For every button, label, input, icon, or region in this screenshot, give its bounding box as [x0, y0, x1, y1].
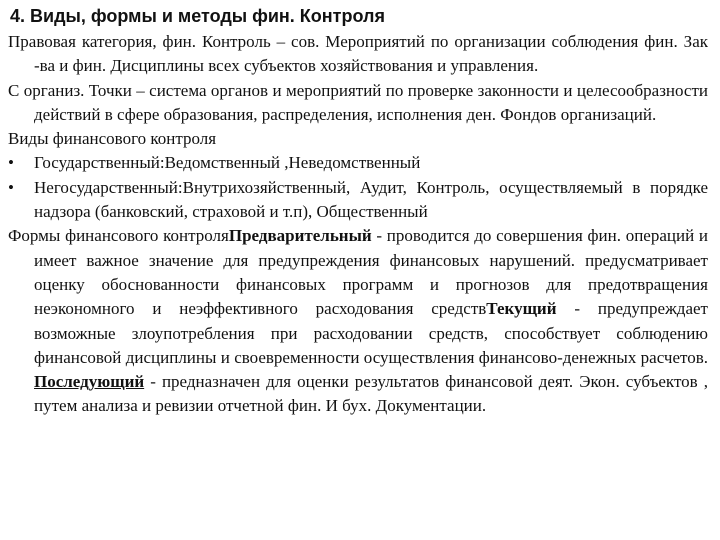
list-item-nonstate-control — [8, 176, 708, 225]
types-heading: Виды финансового контроля — [8, 129, 217, 149]
list-item-state-control — [8, 151, 708, 175]
paragraph-legal-category: Правовая категория, фин. Контроль – сов. Мероприятий по организации соблюдения фин. Зак -ва и фин. Дисциплины всех субъектов хозяйствования и управления. — [8, 32, 708, 76]
term-subsequent: Последующий — [34, 372, 145, 392]
bullet-icon: • — [8, 153, 14, 173]
preliminary-description: - проводится до совершения фин. операций и имеет важное значение для предупреждения финансовых нарушений. предусматривает оценку обоснованности финансовых программ и прогнозов для предотвращения неэкономного и неэффективного расходования средств — [34, 226, 708, 319]
paragraph-forms — [8, 224, 708, 418]
term-preliminary: Предварительный — [228, 226, 372, 246]
subsequent-description: - предназначен для оценки результатов финансовой деят. Экон. субъектов , путем анализа и ревизии отчетной фин. И бух. Документации. — [34, 372, 708, 416]
slide-body — [8, 30, 708, 419]
slide-title: 4. Виды, формы и методы фин. Контроля — [10, 6, 385, 26]
list-item-text: Негосударственный:Внутрихозяйственный, Аудит, Контроль, осуществляемый в порядке надзора (банковский, страховой и т.п), Общественный — [34, 177, 708, 222]
term-current: Текущий — [486, 299, 557, 319]
list-item-text: Государственный:Ведомственный ,Неведомственный — [34, 153, 421, 173]
forms-heading: Формы финансового контроля — [8, 226, 229, 246]
current-description: - предупреждает возможные злоупотребления при расходовании средств, способствует соблюдению финансовой дисциплины и своевременности осуществления финансово-денежных расчетов. — [34, 299, 708, 367]
paragraph-organizational: С организ. Точки – система органов и мероприятий по проверке законности и целесообразности действий в сфере образования, распределения, исполнения ден. Фондов организаций. — [8, 80, 708, 124]
bullet-icon: • — [8, 177, 14, 197]
